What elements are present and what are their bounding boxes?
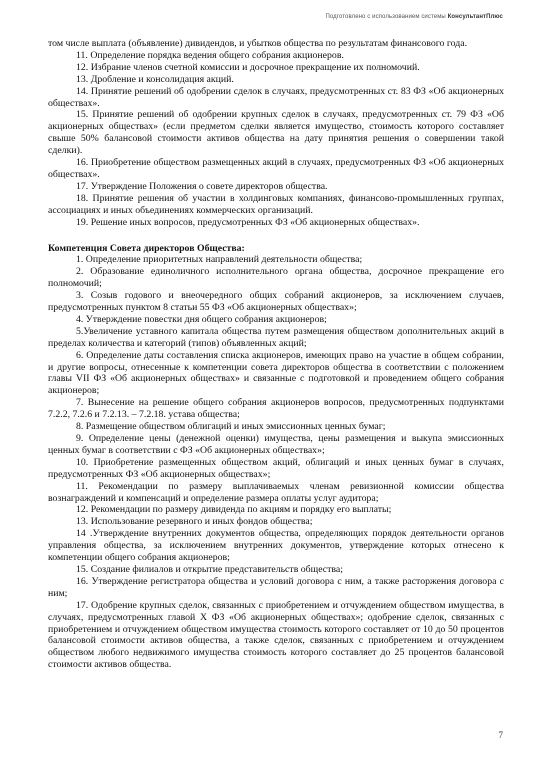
list-item: 19. Решение иных вопросов, предусмотренных ФЗ «Об акционерных обществах». [76,216,420,228]
list-item: 16. Утверждение регистратора общества и условий договора с ним, а также расторжения договора с ним; [48,575,504,599]
page-number: 7 [498,730,503,740]
list-item: 18. Принятие решения об участии в холдинговых компаниях, финансово-промышленных группах, ассоциациях и иных объединениях коммерческих организаций. [48,192,504,216]
list-item: 10. Приобретение размещенных обществом акций, облигаций и иных ценных бумаг в случаях, предусмотренных ФЗ «Об акционерных обществах»; [48,456,504,480]
list-item: 14 .Утверждение внутренних документов общества, определяющих порядок деятельности органов управления общества, за исключением внутренних документов, утверждение которых отнесено к компетенции общего собрания акционеров; [48,528,504,564]
list-item: 8. Размещение обществом облигаций и иных эмиссионных ценных бумаг; [76,421,386,433]
list-item: 15. Создание филиалов и открытие представительств общества; [76,563,343,575]
list-item: 11. Определение порядка ведения общего собрания акционеров. [76,49,344,61]
page-header [325,14,503,20]
section2-list [48,254,504,671]
list-item: 12. Рекомендации по размеру дивиденда по акциям и порядку его выплаты; [76,504,392,516]
list-item: 17. Утверждение Положения о совете директоров общества. [76,180,328,192]
list-item: 5.Увеличение уставного капитала общества путем размещения обществом дополнительных акций в пределах количества и категорий (типов) объявленных акций; [48,325,504,349]
list-item: 2. Образование единоличного исполнительного органа общества, досрочное прекращение его полномочий; [48,266,504,290]
list-item: 13. Использование резервного и иных фондов общества; [76,516,313,528]
list-item: 9. Определение цены (денежной оценки) имущества, цены размещения и выкупа эмиссионных ценных бумаг в соответствии с ФЗ «Об акционерных обществах»; [48,433,504,456]
section1-list [48,50,504,229]
list-item: 13. Дробление и консолидация акций. [76,73,234,85]
list-item: 15. Принятие решений об одобрении крупных сделок в случаях, предусмотренных ст. 79 ФЗ «Об акционерных обществах» (если предметом сделки является имущество, стоимость которого составляет свыше 50% балансовой стоимости активов общества на дату принятия решения о совершении такой сделки). [48,109,504,157]
list-item: 6. Определение даты составления списка акционеров, имеющих право на участие в общем собрании, и другие вопросы, отнесенные к компетенции совета директоров общества в соответствии с положением главы VII ФЗ «Об акционерных обществах» и связанные с подготовкой и проведением общего собрания акционеров; [48,349,504,397]
header-brand: КонсультантПлюс [447,14,503,20]
list-item: 16. Приобретение обществом размещенных акций в случаях, предусмотренных ФЗ «Об акционерных обществах». [48,157,504,180]
list-item: 4. Утверждение повестки дня общего собрания акционеров; [76,313,327,325]
list-item: 17. Одобрение крупных сделок, связанных с приобретением и отчуждением обществом имущества, в случаях, предусмотренных главой X ФЗ «Об акционерных обществах»; одобрение сделок, связанных с приобретением и отчуждением обществом имущества стоимость которого составляет от 10 до 50 процентов балансовой стоимости активов общества, а также сделок, связанных с приобретением и отчуждением обществом любого недвижимого имущества стоимость которого составляет до 25 процентов балансовой стоимости активов общества. [48,599,504,671]
list-item: 1. Определение приоритетных направлений деятельности общества; [76,254,363,266]
section-heading: Компетенция Совета директоров Общества: [48,242,245,254]
list-item: 12. Избрание членов счетной комиссии и досрочное прекращение их полномочий. [76,61,420,73]
list-item: 3. Созыв годового и внеочередного общих собраний акционеров, за исключением случаев, предусмотренных пунктом 8 статьи 55 ФЗ «Об акционерных обществах»; [48,290,504,314]
list-item: 7. Вынесение на решение общего собрания акционеров вопросов, предусмотренных подпунктами 7.2.2, 7.2.6 и 7.2.13. – 7.2.18. устава общества; [48,397,504,421]
header-prefix: Подготовлено с использованием системы [325,14,446,20]
paragraph-intro: том числе выплата (объявление) дивидендов, и убытков общества по результатам финансового года. [48,38,468,49]
list-item: 11. Рекомендации по размеру выплачиваемых членам ревизионной комиссии общества вознаграждений и компенсаций и определение размера оплаты услуг аудитора; [48,480,504,504]
list-item: 14. Принятие решений об одобрении сделок в случаях, предусмотренных ст. 83 ФЗ «Об акционерных обществах». [48,85,504,109]
document-body [48,38,504,671]
